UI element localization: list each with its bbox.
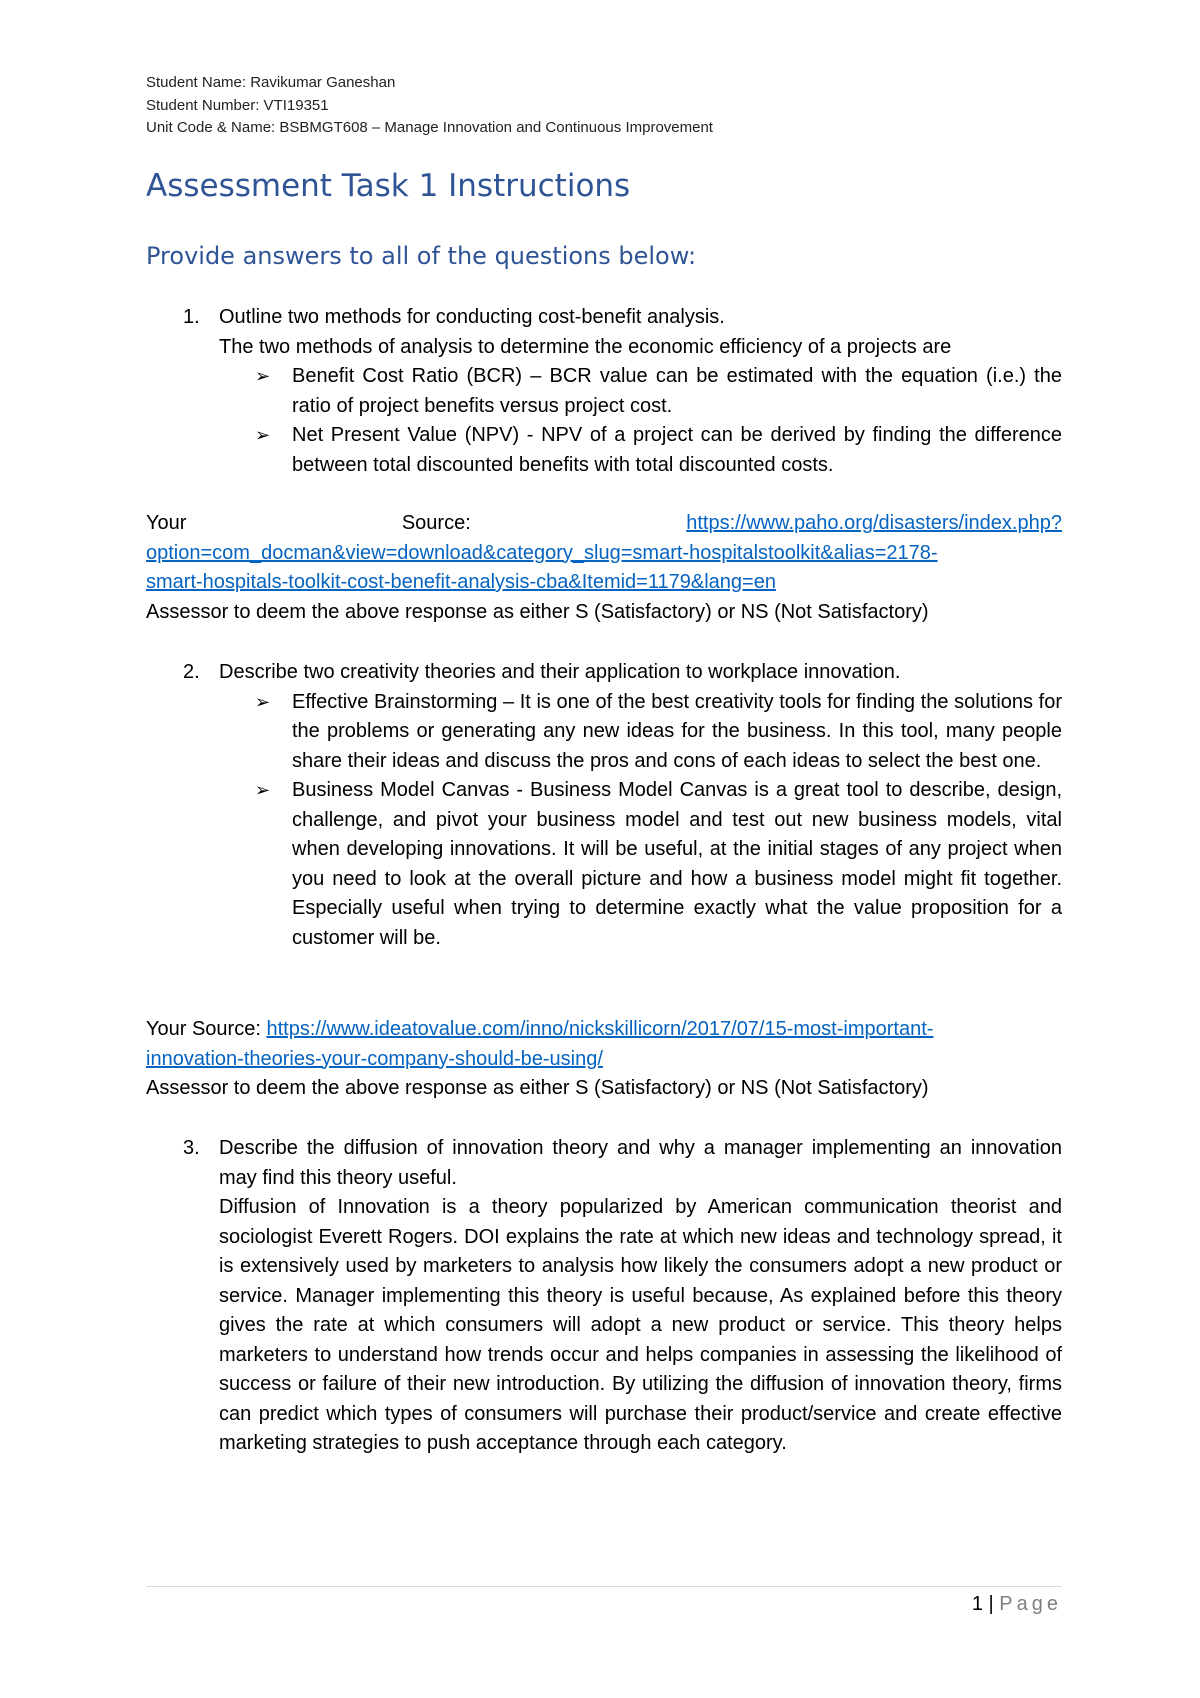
- source-link[interactable]: option=com_docman&view=download&category_slug=smart-hospitalstoolkit&alias=2178-: [146, 541, 938, 564]
- source-link[interactable]: smart-hospitals-toolkit-cost-benefit-analysis-cba&Itemid=1179&lang=en: [146, 571, 776, 593]
- list-item: [146, 362, 1062, 421]
- arrow-bullet-icon: ➢: [255, 691, 271, 713]
- question-text: Describe the diffusion of innovation theory and why a manager implementing an innovation may find this theory useful.: [219, 1137, 1062, 1189]
- source-line: [146, 509, 1062, 539]
- source-label: Your: [146, 512, 187, 534]
- answer-text: Diffusion of Innovation is a theory popularized by American communication theorist and sociologist Everett Rogers. DOI explains the rate at which new ideas and technology spread, it is extensively used by marketers to analysis how likely the consumers adopt a new product or service. Manager implementing this theory is useful because, As explained before this theory gives the rate at which consumers will adopt a new product or service. This theory helps marketers to understand how trends occur and helps companies in assessing the likelihood of success or failure of their new introduction. By utilizing the diffusion of innovation theory, firms can predict which types of consumers will purchase their product/service and create effective marketing strategies to push acceptance through each category.: [219, 1196, 1062, 1454]
- question-number: 3.: [183, 1137, 200, 1159]
- question-2: [146, 658, 1062, 953]
- source-link[interactable]: https://www.paho.org/disasters/index.php?: [686, 512, 1062, 534]
- arrow-bullet-icon: ➢: [255, 366, 271, 387]
- page-number: 1: [971, 1593, 983, 1615]
- footer-separator: |: [982, 1593, 1000, 1615]
- question-1: [146, 303, 1062, 480]
- assessor-note: Assessor to deem the above response as either S (Satisfactory) or NS (Not Satisfactory): [146, 600, 929, 623]
- list-item: [146, 421, 1062, 480]
- source-link[interactable]: https://www.ideatovalue.com/inno/nickskillicorn/2017/07/15-most-important-: [266, 1018, 934, 1040]
- question-text: Describe two creativity theories and their application to workplace innovation.: [219, 661, 901, 683]
- page-footer: [972, 1593, 1062, 1616]
- list-item-text: Net Present Value (NPV) - NPV of a project can be derived by finding the difference between total discounted benefits with total discounted costs.: [292, 424, 1062, 476]
- source-link[interactable]: innovation-theories-your-company-should-be-using/: [146, 1047, 603, 1070]
- page-title: Assessment Task 1 Instructions: [146, 168, 631, 204]
- list-item-text: Effective Brainstorming – It is one of the best creativity tools for finding the solutions for the problems or generating any new ideas for the business. In this tool, many people share their ideas and discuss the pros and cons of each ideas to select the best one.: [292, 690, 1062, 772]
- question-number: 1.: [183, 306, 200, 328]
- source-line: [146, 1015, 1062, 1045]
- student-number: Student Number: VTI19351: [146, 96, 329, 114]
- page-subtitle: Provide answers to all of the questions below:: [146, 242, 697, 270]
- source-label: Source:: [401, 512, 471, 534]
- arrow-bullet-icon: ➢: [255, 425, 271, 446]
- list-item: [146, 688, 1062, 777]
- source-block-2: [146, 1015, 1062, 1104]
- assessor-note: Assessor to deem the above response as either S (Satisfactory) or NS (Not Satisfactory): [146, 1077, 929, 1099]
- student-name: Student Name: Ravikumar Ganeshan: [146, 74, 396, 91]
- list-item-text: Benefit Cost Ratio (BCR) – BCR value can be estimated with the equation (i.e.) the ratio of project benefits versus project cost.: [292, 365, 1062, 417]
- question-text: Outline two methods for conducting cost-benefit analysis.: [219, 306, 725, 328]
- footer-divider: [146, 1586, 1062, 1587]
- answer-intro: The two methods of analysis to determine the economic efficiency of a projects are: [219, 335, 952, 358]
- question-number: 2.: [183, 661, 200, 683]
- question-1-line: [146, 303, 1062, 333]
- source-block-1: [146, 509, 1062, 627]
- question-3-line: [146, 1134, 1062, 1193]
- document-header: [146, 72, 713, 140]
- list-item: [146, 776, 1062, 953]
- unit-code-name: Unit Code & Name: BSBMGT608 – Manage Innovation and Continuous Improvement: [146, 119, 713, 136]
- question-3: [146, 1134, 1062, 1459]
- question-2-line: [146, 658, 1062, 688]
- list-item-text: Business Model Canvas - Business Model Canvas is a great tool to describe, design, challenge, and pivot your business model and test out new business models, vital when developing innovations. It will be useful, at the initial stages of any project when you need to look at the overall picture and how a business model might fit together. Especially useful when trying to determine exactly what the value proposition for a customer will be.: [292, 779, 1062, 949]
- arrow-bullet-icon: ➢: [255, 780, 271, 801]
- page-word: Page: [999, 1593, 1062, 1615]
- source-label: Your Source:: [146, 1018, 267, 1040]
